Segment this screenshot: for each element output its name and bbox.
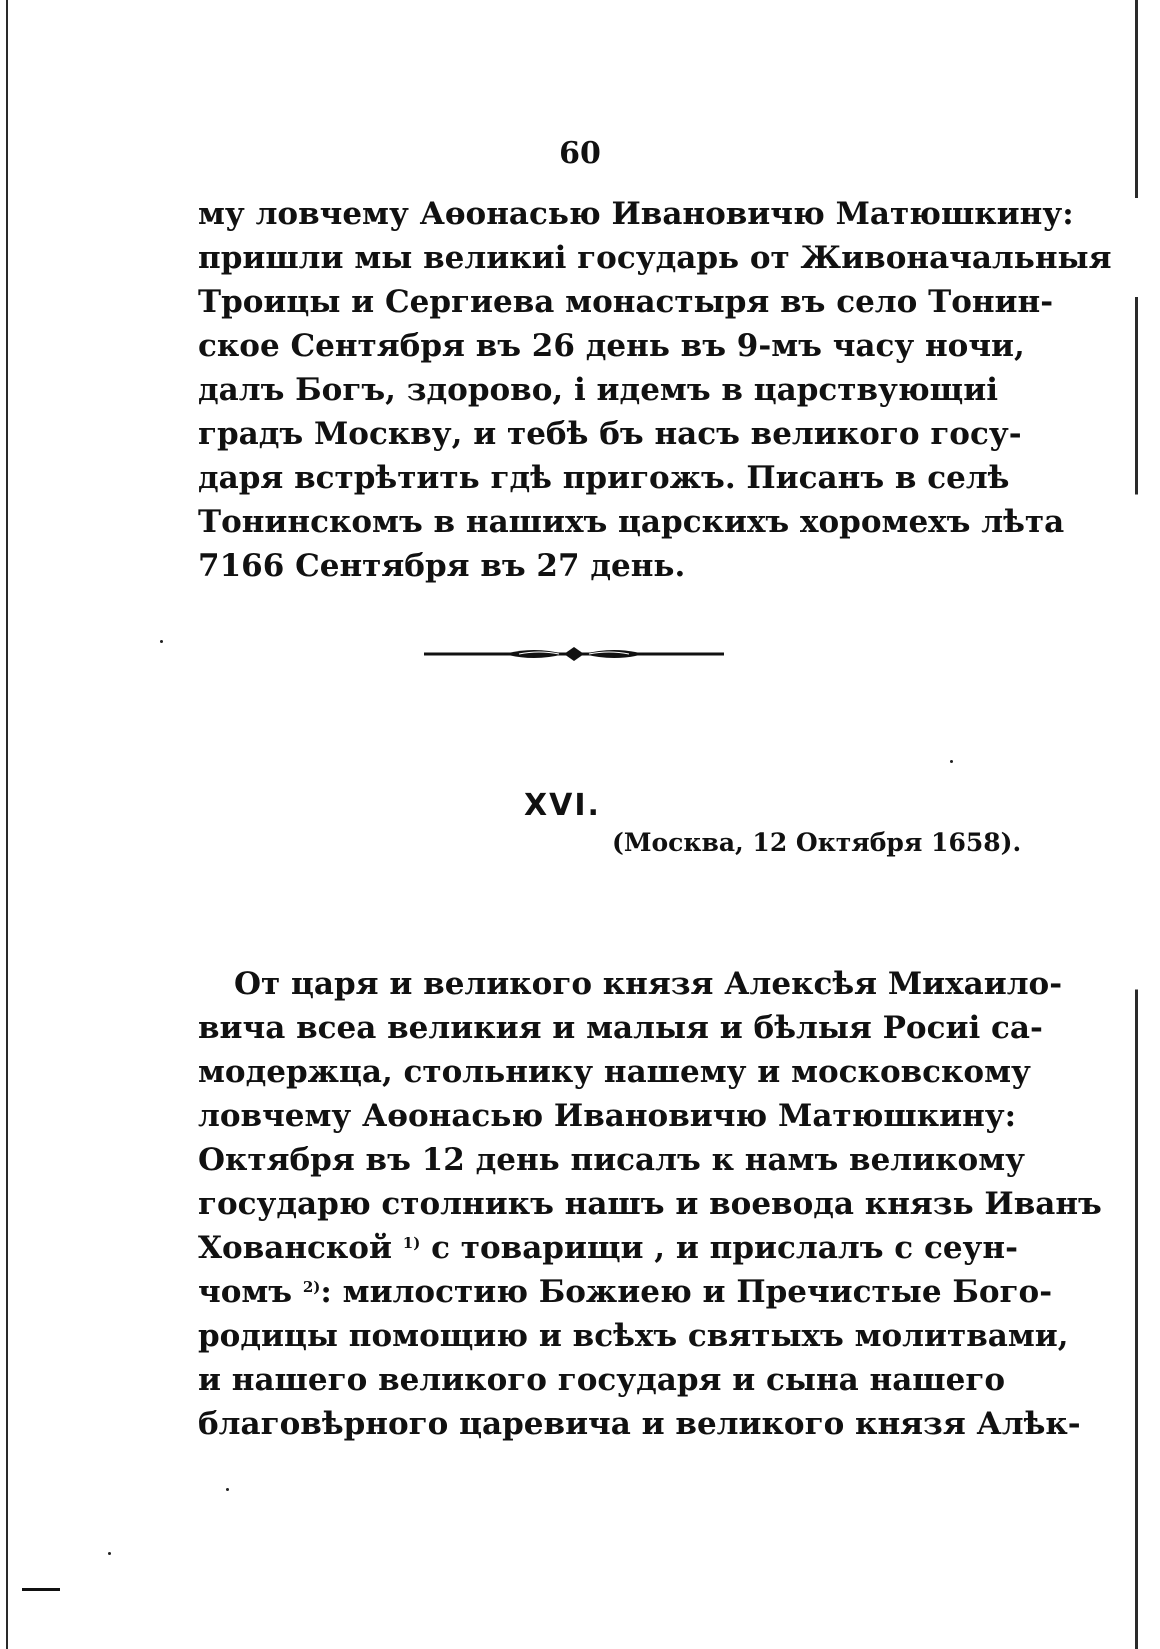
text-line: далъ Богъ, здорово, і идемъ в царствующиі — [198, 372, 998, 408]
text-line: От царя и великого князя Алексѣя Михаило- — [234, 966, 1063, 1002]
text-line-with-footnote — [198, 1270, 1053, 1314]
section-number: XVI. — [524, 788, 601, 823]
text-segment: : милостию Божиею и Пречистые Бого- — [320, 1274, 1053, 1310]
text-line: вича всеа великия и малыя и бѣлыя Росиі са- — [198, 1010, 1043, 1046]
text-line: му ловчему Аөонасью Ивановичю Матюшкину: — [198, 196, 1074, 232]
ink-speck — [950, 760, 953, 763]
ornamental-divider — [424, 644, 724, 664]
text-line: ловчему Аөонасью Ивановичю Матюшкину: — [198, 1098, 1017, 1134]
text-line: благовѣрного царевича и великого князя Алѣк- — [198, 1406, 1081, 1442]
text-line: Тонинскомъ в нашихъ царскихъ хоромехъ лѣта — [198, 504, 1065, 540]
text-line: 7166 Сентября въ 27 день. — [198, 548, 686, 584]
text-line: даря встрѣтить гдѣ пригожъ. Писанъ в селѣ — [198, 460, 1010, 496]
text-segment: чомъ — [198, 1274, 303, 1310]
ink-speck — [160, 640, 163, 643]
section-date: (Москва, 12 Октября 1658). — [612, 828, 1022, 857]
page-number: 60 — [559, 136, 601, 171]
ink-speck — [108, 1552, 111, 1555]
footnote-mark[interactable]: 2) — [302, 1278, 321, 1296]
text-line: Октября въ 12 день писалъ к намъ великому — [198, 1142, 1025, 1178]
scan-edge-right — [1135, 0, 1138, 1649]
text-line: ское Сентября въ 26 день въ 9-мъ часу ночи, — [198, 328, 1025, 364]
text-line: государю столникъ нашъ и воевода князь Иванъ — [198, 1186, 1102, 1222]
text-line: градъ Москву, и тебѣ бъ насъ великого госу- — [198, 416, 1022, 452]
text-segment: Хованской — [198, 1230, 403, 1266]
footnote-mark[interactable]: 1) — [402, 1234, 421, 1252]
letter-text — [198, 962, 1102, 1446]
text-line: родицы помощию и всѣхъ святыхъ молитвами, — [198, 1318, 1069, 1354]
scan-edge-left — [6, 0, 8, 1649]
ink-speck — [226, 1488, 229, 1491]
scan-edge-mark — [22, 1588, 60, 1591]
text-line-with-footnote — [198, 1226, 1018, 1270]
letter-text-continued — [198, 192, 1112, 588]
text-line: пришли мы великиі государь от Живоначальныя — [198, 240, 1112, 276]
text-line: и нашего великого государя и сына нашего — [198, 1362, 1006, 1398]
text-segment: с товарищи , и прислалъ с сеун- — [420, 1230, 1018, 1266]
text-line: модержца, стольнику нашему и московскому — [198, 1054, 1031, 1090]
text-line: Троицы и Сергиева монастыря въ село Тонин- — [198, 284, 1054, 320]
